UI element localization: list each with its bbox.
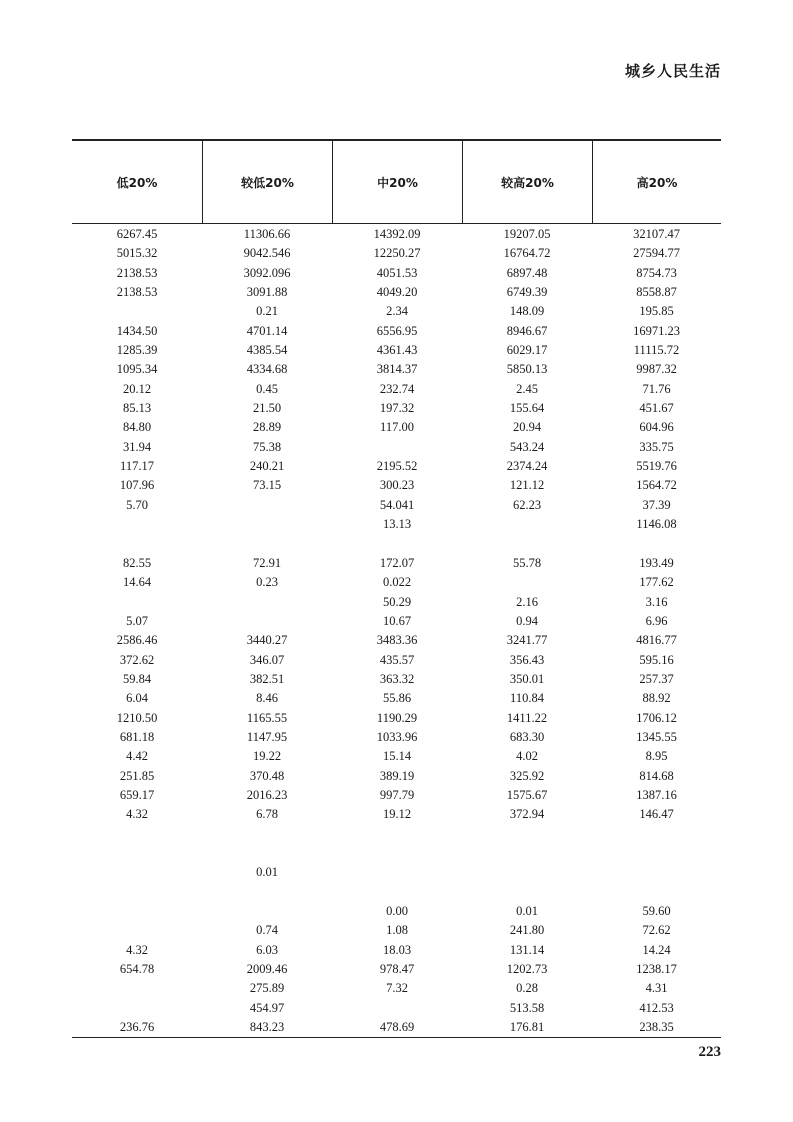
table-cell xyxy=(332,535,462,554)
table-cell xyxy=(202,902,332,921)
table-row xyxy=(72,457,721,476)
table-row xyxy=(72,979,721,998)
table-cell: 4.42 xyxy=(126,749,148,764)
table-cell xyxy=(202,844,332,863)
table-cell xyxy=(72,863,202,882)
table-cell: 195.85 xyxy=(639,304,674,319)
table-cell: 0.01 xyxy=(516,904,538,919)
table-cell: 8754.73 xyxy=(636,265,677,280)
table-cell: 84.80 xyxy=(122,420,152,435)
table-cell xyxy=(462,844,592,863)
table-cell: 146.47 xyxy=(639,807,674,822)
table-cell: 232.74 xyxy=(379,381,415,396)
table-cell: 4816.77 xyxy=(636,633,677,648)
table-row xyxy=(72,573,721,592)
table-cell: 543.24 xyxy=(509,439,545,454)
table-row xyxy=(72,341,721,360)
table-cell: 683.30 xyxy=(509,729,545,744)
table-cell: 346.07 xyxy=(249,652,285,667)
table-cell: 372.62 xyxy=(119,652,155,667)
table-cell: 6.78 xyxy=(256,807,278,822)
table-cell: 2374.24 xyxy=(506,459,548,474)
table-row xyxy=(72,863,721,882)
table-cell: 8558.87 xyxy=(636,285,677,300)
table-cell: 4049.20 xyxy=(376,285,418,300)
table-cell: 1387.16 xyxy=(636,787,677,802)
table-cell: 16971.23 xyxy=(633,323,680,338)
table-cell xyxy=(332,999,462,1018)
table-cell: 0.00 xyxy=(386,904,408,919)
table-cell: 3483.36 xyxy=(376,633,418,648)
table-cell: 16764.72 xyxy=(503,246,551,261)
table-cell: 814.68 xyxy=(639,768,674,783)
table-cell: 454.97 xyxy=(249,1000,285,1015)
table-cell: 8.46 xyxy=(256,691,278,706)
table-cell: 59.84 xyxy=(122,671,152,686)
table-cell: 82.55 xyxy=(122,555,152,570)
table-cell: 2195.52 xyxy=(376,459,418,474)
income-quintile-table xyxy=(72,139,721,1038)
table-cell: 1210.50 xyxy=(116,710,158,725)
page-number: 223 xyxy=(698,1044,721,1060)
table-cell: 1147.95 xyxy=(246,729,288,744)
table-row xyxy=(72,438,721,457)
table-cell: 7.32 xyxy=(386,981,408,996)
table-cell: 177.62 xyxy=(639,575,674,590)
table-body xyxy=(72,224,721,1037)
table-cell: 0.022 xyxy=(382,575,412,590)
table-cell: 1706.12 xyxy=(636,710,677,725)
table-cell: 1033.96 xyxy=(376,729,418,744)
table-cell: 4.32 xyxy=(126,942,148,957)
table-cell: 659.17 xyxy=(119,787,155,802)
table-cell: 1285.39 xyxy=(116,343,158,358)
table-cell xyxy=(462,825,592,844)
table-cell: 1202.73 xyxy=(506,962,548,977)
table-cell xyxy=(72,593,202,612)
table-cell: 251.85 xyxy=(119,768,155,783)
table-cell: 350.01 xyxy=(509,671,545,686)
table-cell: 2.16 xyxy=(516,594,538,609)
table-cell: 1411.22 xyxy=(506,710,548,725)
table-cell: 28.89 xyxy=(252,420,282,435)
table-cell xyxy=(202,535,332,554)
table-cell xyxy=(462,573,592,592)
table-cell: 0.21 xyxy=(256,304,278,319)
table-cell: 0.45 xyxy=(256,381,278,396)
table-cell xyxy=(72,902,202,921)
table-cell: 19207.05 xyxy=(503,227,551,241)
table-cell: 236.76 xyxy=(119,1020,155,1035)
table-cell: 37.39 xyxy=(642,497,671,512)
table-row xyxy=(72,709,721,728)
table-cell: 14392.09 xyxy=(373,227,421,241)
table-cell xyxy=(332,825,462,844)
table-cell xyxy=(202,825,332,844)
table-cell: 5.70 xyxy=(126,497,148,512)
table-row xyxy=(72,805,721,824)
table-row xyxy=(72,283,721,302)
table-row xyxy=(72,999,721,1018)
table-cell: 997.79 xyxy=(379,787,415,802)
table-cell: 197.32 xyxy=(379,401,415,416)
table-cell xyxy=(72,302,202,321)
table-cell xyxy=(72,979,202,998)
table-cell: 435.57 xyxy=(379,652,415,667)
table-row xyxy=(72,399,721,418)
table-cell: 3091.88 xyxy=(246,285,288,300)
table-cell: 372.94 xyxy=(509,807,545,822)
table-cell: 172.07 xyxy=(379,555,415,570)
table-cell: 978.47 xyxy=(379,962,415,977)
column-header-lowest-20: 低20% xyxy=(116,175,158,190)
table-cell: 0.01 xyxy=(256,865,278,880)
table-cell xyxy=(72,515,202,534)
table-cell: 4.02 xyxy=(516,749,538,764)
table-cell: 1.08 xyxy=(386,923,408,938)
table-cell: 325.92 xyxy=(509,768,545,783)
table-cell: 654.78 xyxy=(119,962,155,977)
table-cell: 335.75 xyxy=(639,439,674,454)
table-cell: 31.94 xyxy=(122,439,152,454)
table-cell: 14.64 xyxy=(122,575,152,590)
table-cell: 513.58 xyxy=(509,1000,545,1015)
column-header-lower-20: 较低20% xyxy=(202,141,332,223)
table-cell: 6749.39 xyxy=(506,285,548,300)
table-cell xyxy=(332,863,462,882)
table-cell: 6.96 xyxy=(645,613,668,628)
table-cell: 6267.45 xyxy=(116,227,158,241)
table-cell: 412.53 xyxy=(639,1000,674,1015)
table-row xyxy=(72,612,721,631)
table-cell xyxy=(202,515,332,534)
table-cell: 59.60 xyxy=(642,904,671,919)
table-cell: 9987.32 xyxy=(636,362,677,377)
table-cell: 356.43 xyxy=(509,652,545,667)
table-cell xyxy=(332,844,462,863)
table-cell: 15.14 xyxy=(382,749,412,764)
table-cell xyxy=(592,844,721,863)
table-row xyxy=(72,941,721,960)
table-cell: 6556.95 xyxy=(376,323,418,338)
table-cell: 8946.67 xyxy=(506,323,548,338)
table-cell: 1095.34 xyxy=(116,362,158,377)
table-cell: 257.37 xyxy=(639,671,674,686)
column-header-higher-20: 较高20% xyxy=(462,141,592,223)
table-row xyxy=(72,535,721,554)
table-cell: 1434.50 xyxy=(116,323,158,338)
table-cell: 3440.27 xyxy=(246,633,288,648)
column-header-middle-20: 中20% xyxy=(332,141,462,223)
table-cell: 382.51 xyxy=(249,671,285,686)
table-cell: 75.38 xyxy=(252,439,282,454)
table-row xyxy=(72,883,721,902)
table-row xyxy=(72,767,721,786)
table-row xyxy=(72,380,721,399)
table-row xyxy=(72,747,721,766)
table-row xyxy=(72,476,721,495)
table-cell xyxy=(202,612,332,631)
table-cell: 10.67 xyxy=(382,613,412,628)
table-cell: 32107.47 xyxy=(633,227,680,241)
table-row xyxy=(72,1018,721,1037)
table-cell xyxy=(72,999,202,1018)
table-cell: 9042.546 xyxy=(243,246,291,261)
table-cell: 300.23 xyxy=(379,478,415,493)
table-row xyxy=(72,225,721,244)
table-cell: 0.74 xyxy=(256,923,278,938)
table-cell: 1146.08 xyxy=(636,517,677,532)
table-cell xyxy=(462,883,592,902)
table-cell: 107.96 xyxy=(119,478,155,493)
table-cell: 2016.23 xyxy=(246,787,288,802)
table-row xyxy=(72,302,721,321)
table-cell: 389.19 xyxy=(379,768,415,783)
table-cell: 11115.72 xyxy=(633,343,680,358)
table-cell: 4385.54 xyxy=(246,343,288,358)
table-cell: 12250.27 xyxy=(373,246,421,261)
table-cell xyxy=(592,863,721,882)
table-cell: 8.95 xyxy=(645,749,668,764)
table-cell xyxy=(592,883,721,902)
table-cell xyxy=(462,515,592,534)
table-row xyxy=(72,515,721,534)
table-cell: 27594.77 xyxy=(633,246,680,261)
table-cell: 4.32 xyxy=(126,807,148,822)
table-cell: 1165.55 xyxy=(246,710,288,725)
table-row xyxy=(72,322,721,341)
table-cell xyxy=(202,593,332,612)
table-cell: 121.12 xyxy=(509,478,545,493)
table-row xyxy=(72,728,721,747)
table-cell: 131.14 xyxy=(509,942,545,957)
table-row xyxy=(72,593,721,612)
table-cell: 1575.67 xyxy=(506,787,548,802)
table-cell: 72.91 xyxy=(252,555,282,570)
table-cell: 73.15 xyxy=(252,478,282,493)
table-cell: 843.23 xyxy=(249,1020,285,1035)
table-cell: 1345.55 xyxy=(636,729,677,744)
table-row xyxy=(72,825,721,844)
table-cell: 2586.46 xyxy=(116,633,158,648)
table-cell: 20.94 xyxy=(512,420,542,435)
table-cell xyxy=(72,535,202,554)
table-cell: 241.80 xyxy=(509,923,545,938)
table-cell: 55.86 xyxy=(382,691,412,706)
table-cell: 2138.53 xyxy=(116,285,158,300)
table-cell: 0.28 xyxy=(516,981,538,996)
table-cell: 117.00 xyxy=(380,420,414,435)
table-cell: 85.13 xyxy=(122,401,152,416)
table-cell: 3241.77 xyxy=(506,633,548,648)
table-cell xyxy=(462,863,592,882)
table-row xyxy=(72,418,721,437)
table-cell: 88.92 xyxy=(642,691,671,706)
table-cell: 4334.68 xyxy=(246,362,288,377)
table-cell: 4701.14 xyxy=(246,323,288,338)
table-cell: 18.03 xyxy=(382,942,412,957)
table-cell: 11306.66 xyxy=(243,227,291,241)
table-cell: 13.13 xyxy=(382,517,412,532)
table-cell: 3092.096 xyxy=(243,265,291,280)
running-head: 城乡人民生活 xyxy=(624,62,721,80)
table-cell: 6.04 xyxy=(126,691,148,706)
table-cell: 19.12 xyxy=(382,807,412,822)
table-cell: 0.23 xyxy=(256,575,278,590)
table-cell: 681.18 xyxy=(119,729,155,744)
column-header-highest-20: 高20% xyxy=(592,141,721,223)
table-row xyxy=(72,786,721,805)
table-cell: 2138.53 xyxy=(116,265,158,280)
table-cell xyxy=(462,535,592,554)
table-cell: 238.35 xyxy=(639,1020,674,1035)
table-cell xyxy=(202,496,332,515)
table-cell: 4.31 xyxy=(645,981,668,996)
table-row xyxy=(72,264,721,283)
table-cell: 148.09 xyxy=(509,304,545,319)
table-cell: 451.67 xyxy=(639,401,674,416)
table-cell: 21.50 xyxy=(252,401,282,416)
table-cell: 2.34 xyxy=(386,304,408,319)
table-cell xyxy=(332,883,462,902)
table-cell xyxy=(592,825,721,844)
table-cell: 6897.48 xyxy=(506,265,548,280)
table-cell: 155.64 xyxy=(509,401,545,416)
table-cell: 176.81 xyxy=(509,1020,545,1035)
table-cell: 6029.17 xyxy=(506,343,548,358)
table-cell: 275.89 xyxy=(249,981,285,996)
table-cell: 3814.37 xyxy=(376,362,418,377)
table-row xyxy=(72,670,721,689)
table-bottom-rule xyxy=(72,1037,721,1038)
table-cell: 2009.46 xyxy=(246,962,288,977)
table-cell: 110.84 xyxy=(510,691,544,706)
table-cell: 62.23 xyxy=(512,497,542,512)
table-cell: 370.48 xyxy=(249,768,285,783)
table-cell: 193.49 xyxy=(639,555,674,570)
table-cell: 3.16 xyxy=(645,594,668,609)
table-row xyxy=(72,844,721,863)
table-row xyxy=(72,554,721,573)
table-row xyxy=(72,689,721,708)
table-cell: 50.29 xyxy=(382,594,412,609)
table-header-row xyxy=(72,139,721,224)
table-cell: 595.16 xyxy=(639,652,674,667)
table-cell: 1564.72 xyxy=(636,478,677,493)
table-row xyxy=(72,360,721,379)
table-cell: 5015.32 xyxy=(116,246,158,261)
table-cell xyxy=(72,883,202,902)
table-row xyxy=(72,496,721,515)
table-cell: 2.45 xyxy=(516,381,538,396)
table-row xyxy=(72,244,721,263)
table-cell: 0.94 xyxy=(516,613,538,628)
table-cell: 20.12 xyxy=(122,381,152,396)
table-cell xyxy=(72,825,202,844)
table-cell: 5.07 xyxy=(126,613,148,628)
table-cell: 5850.13 xyxy=(506,362,548,377)
table-cell: 4361.43 xyxy=(376,343,418,358)
table-cell: 117.17 xyxy=(120,459,154,474)
table-cell: 5519.76 xyxy=(636,459,677,474)
table-cell: 71.76 xyxy=(642,381,671,396)
table-cell: 72.62 xyxy=(642,923,671,938)
table-cell: 55.78 xyxy=(512,555,542,570)
table-cell: 4051.53 xyxy=(376,265,418,280)
table-cell xyxy=(592,535,721,554)
table-cell: 14.24 xyxy=(642,942,671,957)
table-cell xyxy=(202,883,332,902)
table-cell xyxy=(332,438,462,457)
table-cell: 1190.29 xyxy=(376,710,418,725)
table-cell: 54.041 xyxy=(379,497,415,512)
table-cell: 1238.17 xyxy=(636,962,677,977)
table-row xyxy=(72,921,721,940)
table-cell: 6.03 xyxy=(256,942,278,957)
table-row xyxy=(72,631,721,650)
table-cell: 478.69 xyxy=(379,1020,415,1035)
table-cell: 363.32 xyxy=(379,671,415,686)
table-row xyxy=(72,902,721,921)
table-row xyxy=(72,651,721,670)
table-cell: 240.21 xyxy=(249,459,285,474)
table-cell: 19.22 xyxy=(252,749,282,764)
table-cell: 604.96 xyxy=(639,420,674,435)
table-cell xyxy=(72,921,202,940)
table-cell xyxy=(72,844,202,863)
table-row xyxy=(72,960,721,979)
